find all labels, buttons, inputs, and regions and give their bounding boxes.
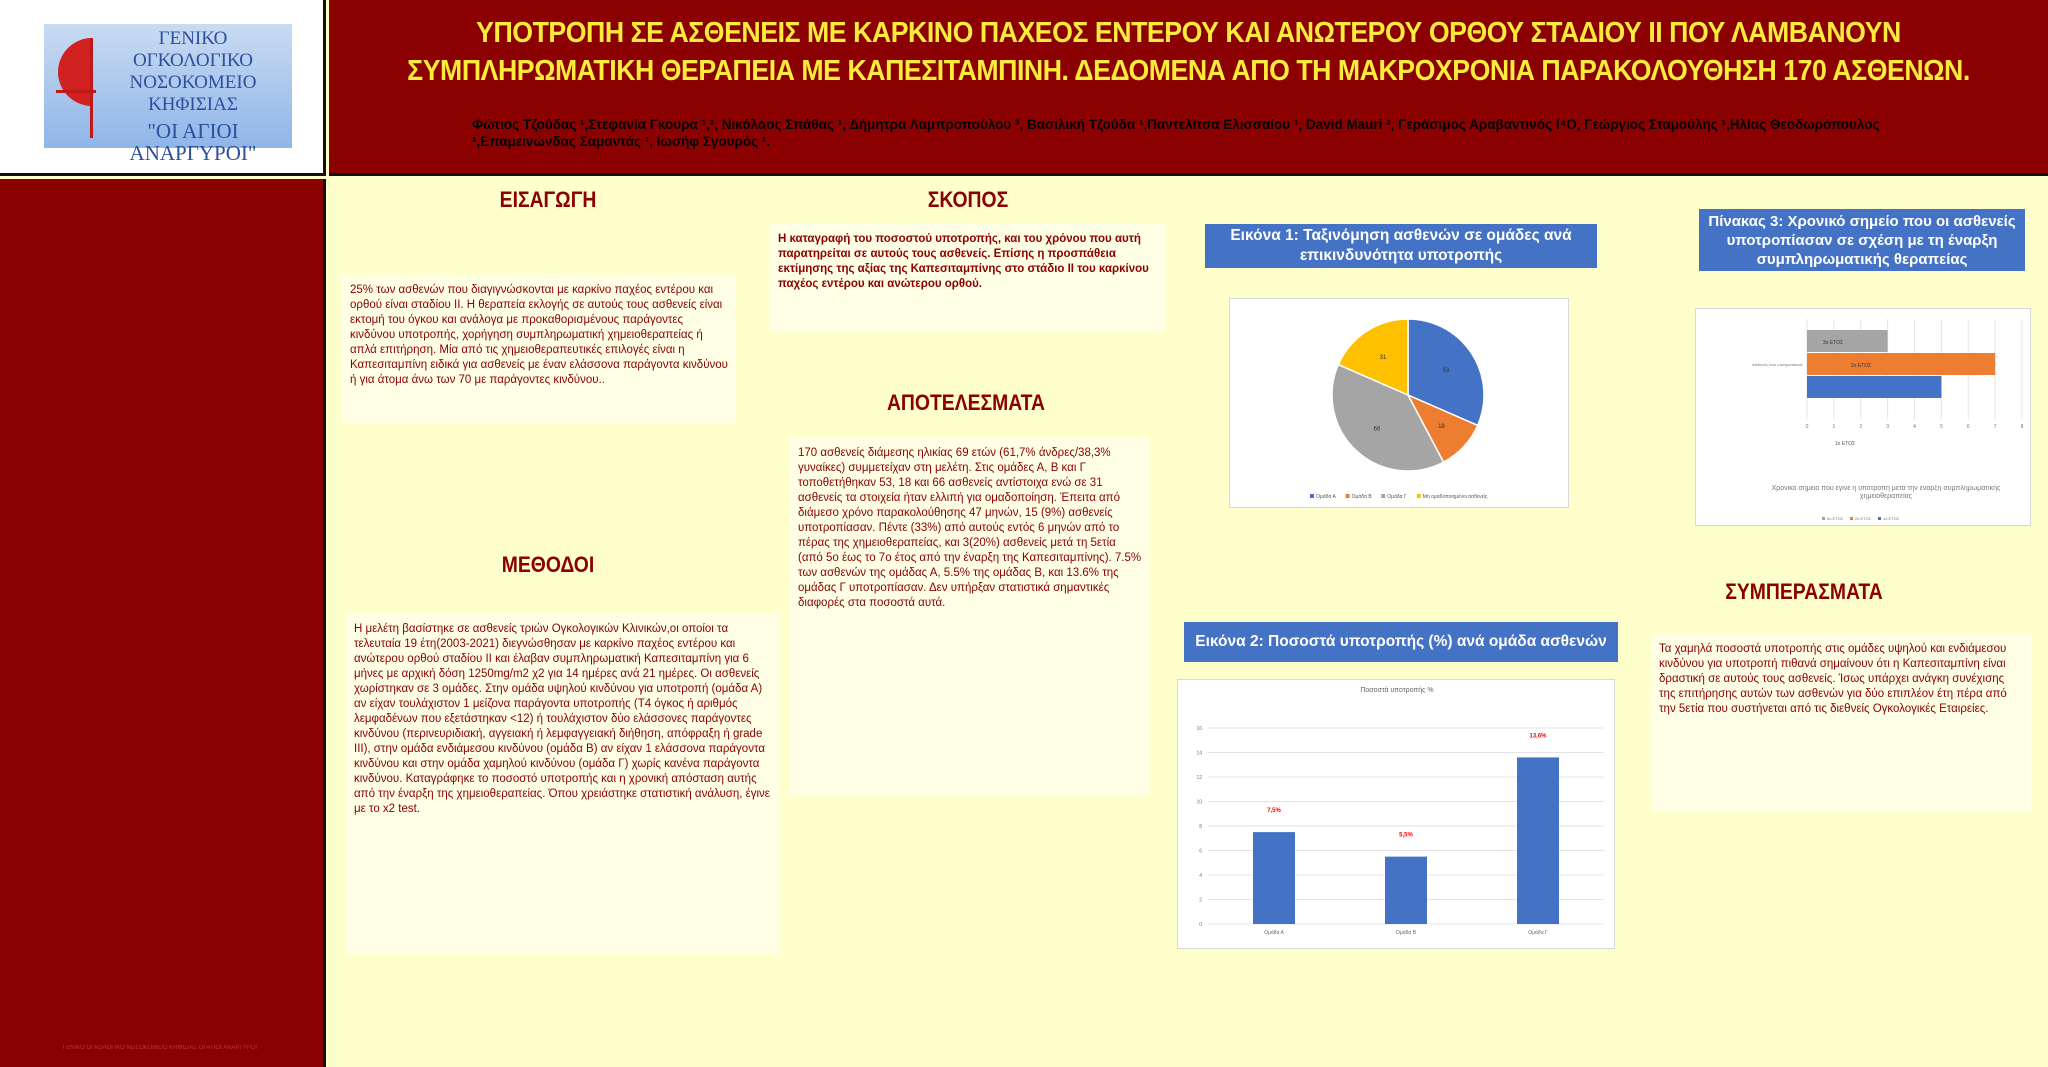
- x-tick-label: 5: [1939, 424, 1943, 430]
- intro-text: 25% των ασθενών που διαγιγνώσκονται με καρκίνο παχέος εντέρου και ορθού είναι σταδίου ΙΙ. Η θεραπεία εκλογής σε αυτούς τους ασθενείς είναι εκτομή του όγκου και ανάλογα με προκαθορισμένους παράγοντες κινδύνου υποτροπής, χορήγηση συμπληρωματική χημειοθεραπείας ή απλά επιτήρηση. Μία από τις χημειοθεραπευτικές επιλογές είναι η Καπεσιταμπίνη ειδικά για ασθενείς με έναν ελάσσονα παράγοντα κινδύνου ή για άτομα άνω των 70 με παράγοντες κινδύνου..: [342, 275, 736, 423]
- y-tick-label: 8: [1199, 824, 1202, 830]
- hbar-label: 3ο ΕΤΟΣ: [1822, 340, 1844, 346]
- results-heading: ΑΠΟΤΕΛΕΣΜΑΤΑ: [886, 390, 1046, 415]
- y-tick-label: 16: [1196, 726, 1202, 732]
- pie-chart: [1230, 299, 1570, 509]
- author-list: Φώτιος Τζούδας ¹,Στεφανία Γκουρα ¹,², Νικόλαος Σπάθας ¹, Δήμητρα Λαμπροπούλου ³, Βασιλική Τζούδα ¹,Παντελίτσα Ελισσαίου ¹, David Mauri ², Γεράσιμος Αραβαντινός Ι⁴Ο, Γεώργιος Σταμούλης ¹,Ηλίας Θεοδωρόπουλος ¹,Επαμεινώνδας Σαμαντάς ¹, Ιωσήφ Σγουρός ¹.: [472, 117, 1880, 149]
- y-tick-label: 0: [1199, 922, 1202, 928]
- bar-chart-title: Ποσοστά υποτροπής %: [1360, 687, 1434, 694]
- legend-label: Ομάδα Γ: [1387, 494, 1407, 500]
- x-tick-label: 7: [1993, 424, 1997, 430]
- hbar-label: 2ο ΕΤΟΣ: [1850, 363, 1872, 369]
- x-tick-label: Ομάδα Α: [1264, 930, 1284, 936]
- hbar-segment: [1807, 353, 1995, 375]
- hbar-title-box: [1766, 485, 2006, 509]
- logo-line-1: ΓΕΝΙΚΟ ΟΓΚΟΛΟΓΙΚΟ: [132, 28, 254, 71]
- x-tick-label: 6: [1966, 424, 1970, 430]
- legend-swatch: [1417, 494, 1421, 498]
- poster-header: [329, 0, 2048, 176]
- aim-text: Η καταγραφή του ποσοστού υποτροπής, και του χρόνου που αυτή παρατηρείται σε αυτούς τους ασθενείς. Επίσης η προσπάθεια εκτίμησης της αξίας της Καπεσιταμπίνης στο στάδιο ΙΙ του καρκίνου παχέος εντέρου και ανώτερου ορθού.: [770, 224, 1165, 332]
- bar-data-label: 5,5%: [1399, 832, 1413, 839]
- logo-text: [98, 28, 288, 164]
- aim-heading: ΣΚΟΠΟΣ: [927, 187, 1009, 212]
- pie-chart-frame: [1229, 298, 1569, 508]
- conclusions-text: Τα χαμηλά ποσοστά υποτροπής στις ομάδες υψηλού και ενδιάμεσου κινδύνου για υποτροπή πιθανά σημαίνουν ότι η Καπεσιταμπίνη είναι δραστική σε αυτούς τους ασθενείς. Ίσως υπάρχει ανάγκη συνέχισης της επιτήρησης αυτών των ασθενών για δύο επιπλέον έτη πέρα από την 5ετία που συστήνεται από τις διεθνείς Ογκολογικές Εταιρείες.: [1651, 634, 2031, 812]
- left-sidebar: [0, 179, 326, 1067]
- logo-line-3: "ΟΙ ΑΓΙΟΙ ΑΝΑΡΓΥΡΟΙ": [129, 119, 257, 165]
- legend-label: 2ο ΕΤΟΣ: [1855, 516, 1872, 521]
- bar-chart-frame: [1177, 679, 1615, 949]
- methods-text: Η μελέτη βασίστηκε σε ασθενείς τριών Ογκολογικών Κλινικών,οι οποίοι τα τελευταία 19 έτη(2003-2021) διεγνώσθησαν με καρκίνο παχέος εντέρου και ανώτερου ορθού σταδίου ΙΙ και έλαβαν συμπληρωματική Καπεσιταμπίνη για 6 μήνες με αρχική δόση 1250mg/m2 χ2 για 14 ημέρες ανά 21 ημέρες. Οι ασθενείς χωρίστηκαν σε 3 ομάδες. Στην ομάδα υψηλού κινδύνου για υποτροπή (ομάδα Α) αν είχαν τουλάχιστον 1 μείζονα παράγοντα υποτροπής (Τ4 όγκος ή αριθμός λεμφαδένων που εξετάστηκαν <12) ή τουλάχιστον δύο ελάσσονες παράγοντες κινδύνου (περινευριδιακή, αγγειακή ή λεμφαγγειακή διήθηση, απόφραξη ή grade III), στην ομάδα ενδιάμεσου κινδύνου (ομάδα Β) αν είχαν 1 ελάσσονα παράγοντα κινδύνου και στην ομάδα χαμηλού κινδύνου (ομάδα Γ) χωρίς κανένα παράγοντα κινδύνου. Καταγράφηκε το ποσοστό υποτροπής και η χρονική απόσταση αυτής από την έναρξη της χημειοθεραπείας. Όπου χρειάστηκε στατιστική ανάλυση, έγινε με το x2 test.: [346, 614, 780, 954]
- axis-label: 1ο ΕΤΟΣ: [1834, 441, 1856, 447]
- legend-swatch: [1310, 494, 1314, 498]
- legend-label: 3ο ΕΤΟΣ: [1827, 516, 1844, 521]
- y-tick-label: 10: [1196, 799, 1202, 806]
- legend-label: Μη ομαδοποιημένοι ασθενείς: [1422, 494, 1488, 500]
- legend-label: Ομάδα Α: [1316, 494, 1336, 500]
- legend-label: Ομάδα Β: [1351, 494, 1372, 500]
- x-tick-label: 1: [1832, 424, 1836, 430]
- logo-line-2: ΝΟΣΟΚΟΜΕΙΟ ΚΗΦΙΣΙΑΣ: [129, 72, 257, 115]
- legend-label: 1ο ΕΤΟΣ: [1883, 516, 1900, 521]
- bar-data-label: 13,6%: [1529, 733, 1547, 740]
- bar-data-label: 7,5%: [1267, 808, 1281, 815]
- bar: [1253, 832, 1295, 924]
- x-tick-label: 0: [1805, 424, 1809, 430]
- logo-mark-icon: [52, 32, 102, 140]
- legend-swatch: [1878, 517, 1881, 520]
- title-line-2: ΣΥΜΠΛΗΡΩΜΑΤΙΚΗ ΘΕΡΑΠΕΙΑ ΜΕ ΚΑΠΕΣΙΤΑΜΠΙΝΗ. ΔΕΔΟΜΕΝΑ ΑΠΟ ΤΗ ΜΑΚΡΟΧΡΟΝΙΑ ΠΑΡΑΚΟΛΟΥΘΗΣΗ 170 ΑΣΘΕΝΩΝ.: [407, 55, 1970, 87]
- x-tick-label: Ομάδα Β: [1395, 930, 1417, 936]
- intro-heading: ΕΙΣΑΓΩΓΗ: [499, 187, 597, 212]
- hbar-chart-frame: [1695, 308, 2031, 526]
- pie-slice-label: 18: [1438, 424, 1445, 431]
- pie-slice-label: 31: [1379, 354, 1387, 361]
- logo-area: [0, 0, 326, 176]
- x-tick-label: 2: [1859, 424, 1863, 430]
- x-tick-label: 8: [2020, 424, 2024, 430]
- y-tick-label: 2: [1199, 897, 1202, 904]
- bar: [1385, 857, 1427, 924]
- sidebar-footer-text: ΓΕΝΙΚΟ ΟΓΚΟΛΟΓΙΚΟ ΝΟΣΟΚΟΜΕΙΟ ΚΗΦΙΣΙΑΣ ΟΙ ΑΓΙΟΙ ΑΝΑΡΓΥΡΟΙ: [62, 1045, 258, 1051]
- bar: [1517, 757, 1559, 924]
- pie-slice-label: 53: [1442, 368, 1450, 375]
- figure-2-caption: Εικόνα 2: Ποσοστά υποτροπής (%) ανά ομάδα ασθενών: [1184, 622, 1618, 662]
- poster-title: [398, 14, 1979, 90]
- hospital-logo: [44, 24, 292, 165]
- legend-swatch: [1850, 517, 1853, 520]
- conclusions-heading: ΣΥΜΠΕΡΑΣΜΑΤΑ: [1725, 579, 1883, 604]
- y-tick-label: 4: [1199, 873, 1202, 879]
- x-tick-label: 3: [1886, 424, 1890, 430]
- horizontal-bar-chart: [1696, 309, 2032, 527]
- y-tick-label: 14: [1196, 750, 1202, 757]
- y-tick-label: 6: [1199, 848, 1202, 855]
- legend-swatch: [1381, 494, 1385, 498]
- x-tick-label: Ομάδα Γ: [1528, 930, 1548, 936]
- title-line-1: ΥΠΟΤΡΟΠΗ ΣΕ ΑΣΘΕΝΕΙΣ ΜΕ ΚΑΡΚΙΝΟ ΠΑΧΕΟΣ ΕΝΤΕΡΟΥ ΚΑΙ ΑΝΩΤΕΡΟΥ ΟΡΘΟΥ ΣΤΑΔΙΟΥ ΙΙ ΠΟΥ ΛΑΜΒΑΝΟΥΝ: [476, 17, 1901, 49]
- methods-heading: ΜΕΘΟΔΟΙ: [501, 552, 595, 577]
- x-tick-label: 4: [1913, 424, 1916, 430]
- hbar-segment: [1807, 330, 1888, 352]
- category-label: Ασθενείς που υποτροπίασαν: [1752, 362, 1803, 367]
- bar-chart: [1178, 680, 1616, 950]
- hbar-segment: [1807, 376, 1941, 398]
- pie-slice-label: 66: [1373, 426, 1381, 433]
- legend-swatch: [1822, 517, 1825, 520]
- figure-3-caption: Πίνακας 3: Χρονικό σημείο που οι ασθενείς υποτροπίασαν σε σχέση με τη έναρξη συμπληρωματικής θεραπείας: [1699, 209, 2025, 271]
- results-text: 170 ασθενείς διάμεσης ηλικίας 69 ετών (61,7% άνδρες/38,3% γυναίκες) συμμετείχαν στη μελέτη. Στις ομάδες Α, Β και Γ τοποθετήθηκαν 53, 18 και 66 ασθενείς αντίστοιχα ενώ σε 31 ασθενείς τα στοιχεία ήταν ελλιπή για ομαδοποίηση. Έπειτα από διάμεσο χρόνο παρακολούθησης 47 μηνών, 15 (9%) ασθενείς υποτροπίασαν. Πέντε (33%) από αυτούς εντός 6 μηνών από το πέρας της χημειοθεραπείας, και 3(20%) ασθενείς μετά τη 5ετία (από 5ο έως το 7ο έτος από την έναρξη της Καπεσιταμπίνης). 7.5% των ασθενών της ομάδας Α, 5.5% της ομάδας Β, και 13.6% της ομάδας Γ υποτροπίασαν. Δεν υπήρξαν στατιστικά σημαντικές διαφορές στα ποσοστά αυτά.: [790, 438, 1150, 796]
- hbar-chart-title: Χρονικό σημείο που έγινε η υποτροπή μετά την έναρξη συμπληρωματικής χημειοθεραπείας: [1771, 485, 2001, 500]
- figure-1-caption: Εικόνα 1: Ταξινόμηση ασθενών σε ομάδες ανά επικινδυνότητα υποτροπής: [1205, 224, 1597, 268]
- y-tick-label: 12: [1196, 775, 1202, 781]
- legend-swatch: [1346, 494, 1350, 498]
